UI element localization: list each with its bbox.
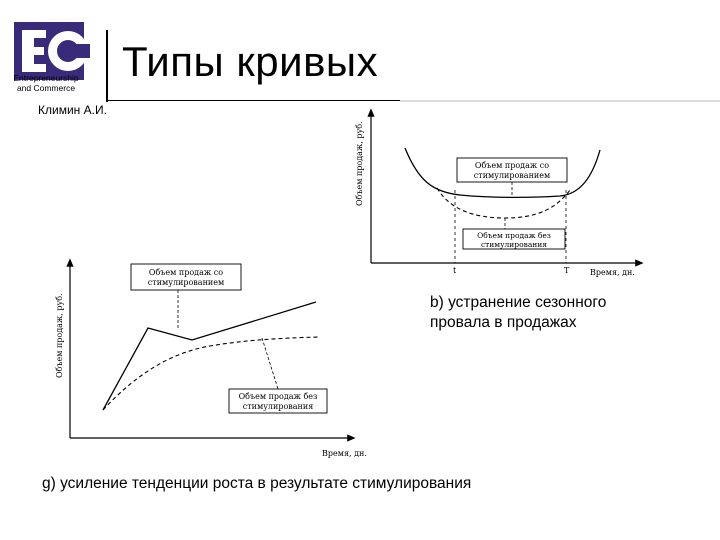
diagram-g-caption: g) усиление тенденции роста в результате стимулирования — [42, 475, 472, 492]
diagram-b-caption — [430, 293, 690, 333]
diagram-b-box-top-line1: Объем продаж со — [474, 161, 550, 170]
logo-caption-line1: Entrepreneurship — [13, 73, 79, 83]
diagram-g-box-bottom-line2: стимулирования — [242, 402, 314, 411]
page-title: Типы кривых — [122, 38, 379, 85]
diagram-g-ylabel: Объем продаж, руб. — [55, 293, 64, 378]
diagram-g — [55, 262, 367, 458]
diagram-b-ylabel: Объем продаж, руб. — [355, 121, 364, 206]
author-name: Климин А.И. — [38, 103, 107, 117]
diagram-g-box-bottom-line1: Объем продаж без — [238, 392, 318, 401]
diagram-b-box-bottom-line1: Объем продаж без — [477, 231, 551, 240]
logo-caption-line2: and Commerce — [16, 83, 76, 93]
diagram-g-pointer-bottom — [262, 338, 278, 389]
diagram-g-box-top-line2: стимулированием — [147, 278, 225, 287]
diagram-g-box-top-line1: Объем продаж со — [148, 268, 224, 277]
diagram-b-caption-line1: b) устранение сезонного — [430, 294, 607, 311]
diagram-b-xlabel: Время, дн. — [590, 268, 635, 277]
diagram-b-tick-right: T — [564, 266, 570, 275]
diagram-b-box-top-line2: стимулированием — [473, 171, 551, 180]
diagram-b-tick-left: t — [453, 266, 457, 275]
diagram-b-curve-without-stimulation — [437, 188, 570, 218]
diagram-b — [355, 112, 640, 277]
diagram-b-box-bottom-line2: стимулирования — [480, 240, 548, 249]
diagram-g-xlabel: Время, дн. — [322, 449, 367, 458]
diagram-b-caption-line2: провала в продажах — [430, 314, 577, 331]
